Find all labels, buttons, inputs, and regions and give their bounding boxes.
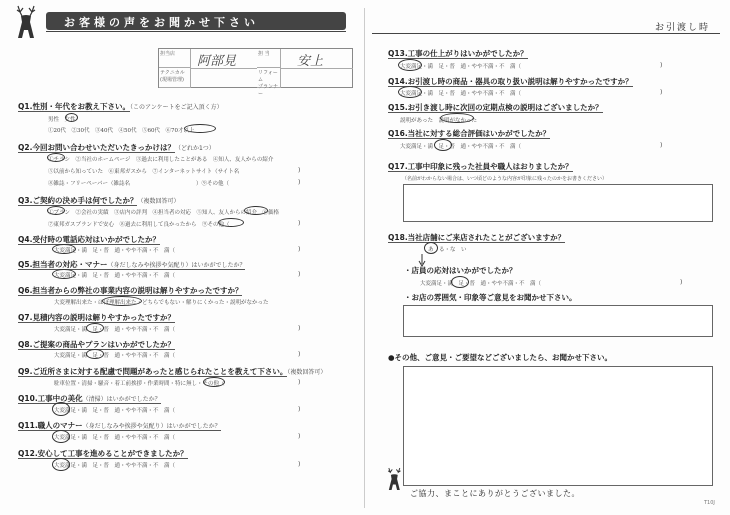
questionnaire-sheet: お客様の声をお聞かせ下さい 担当店 テクニカル (現場管理) 担 当 リフォーム プランナー 阿部見 安上 Q1.性別・年代をお教え下さい。（このアンケートをご記入頂く方） 男性 女性 ①20代 ②30代 ③40代 ④50代 ⑤60代 ⑥70才以上 Q2.今回お問い合わせいただいたきっかけは？（どれか1つ） ①チラシ ②当社のホームページ ③過去に利用したことがある ④知人、友人からの紹介 ⑤以前から知っていた ⑥東邦ガスから ⑦インターネットサイト（サイト名 ⑧雑誌・フリーペーパー（雑誌名 ）⑨その他（ ) ) Q3.ご契約の決め手は何でしたか？（複数回答可） ①プラン ②会社の実績 ③店内の評判 ④担当者の対応 ⑤知人、友人からの紹介 ⑥価格 ⑦東邦ガスブランドで安心 ⑧過去に利用して良かったから ⑨その他（ ) Q4.受付時の電話応対はいかがでしたか？ 大変満足・満 足・普 通・やや不満・不 満（ ) Q5.担当者の対応・マナー（身だしなみや挨拶や気配り）はいかがでしたか？ 大変満足・満 足・普 通・やや不満・不 満（ ) Q6.担当者からの弊社の事業内容の説明は解りやすかったですか？ 大変理解出来た・ほぼ理解出来た・どちらでもない・解りにくかった・説明がなかった Q7.見積内容の説明は解りやすかったですか？ 大変満足・満 足・普 通・やや不満・不 満（ ) Q8.ご提案の商品やプランはいかがでしたか？ 大変満足・満 足・普 通・やや不満・不 満（ ) Q9.ご近所さまに対する配慮で問題があったと感じられたことを教えて下さい。（複数回答可） 駐車位置・清掃・騒音・着工前挨拶・作業時間・特に無し・その他（ ) Q10.工事中の美化（清掃）はいかがでしたか？ 大変満足・満 足・普 通・やや不満・不 満（ ) Q11.職人のマナー（身だしなみや挨拶や気配り）はいかがでしたか？ 大変満足・満 足・普 通・やや不満・不 満（ ) Q12.安心して工事を進めることができましたか？ 大変満足・満 足・普 通・やや不満・不 満（ ) お引渡し時 Q13.工事の仕上がりはいかがでしたか？ 大変満足・満 足・普 通・やや不満・不 満（ ) Q14.お引渡し時の商品・器具の取り扱い説明は解りやすかったですか？ 大変満足・満 足・普 通・やや不満・不 満（ ) Q15.お引き渡し時に次回の定期点検の説明はございましたか？ 説明があった 説明がなかった Q16.当社に対する総合評価はいかがでしたか？ 大変満足・満 足・普 通・やや不満・不 満（ ) Q17.工事中印象に残った社員や職人はおりましたか？ （名前がわからない場合は、いつ頃どのような内容が印象に残ったのかをお書きください） Q18.当社店舗にご来店されたことがございますか？ あ る・な い ・店員の応対はいかがでしたか？ 大変満足・満 足・普 通・やや不満・不 満（ ) ・お店の雰囲気・印象等ご意見をお聞かせ下さい。 ●その他、ご意見・ご要望などございましたら、お聞かせ下さい。 ご協力、まことにありがとうございました。 T10J [0, 0, 730, 515]
question-q11: Q11.職人のマナー（身だしなみや挨拶や気配り）はいかがでしたか？ [18, 421, 221, 430]
question-q13: Q13.工事の仕上がりはいかがでしたか？ [388, 49, 528, 58]
question-store-staff: ・店員の応対はいかがでしたか？ [404, 266, 517, 275]
question-q1: Q1.性別・年代をお教え下さい。（このアンケートをご記入頂く方） [18, 102, 223, 111]
q1-answer-circle [65, 113, 78, 122]
q13-answer-circle [398, 59, 422, 71]
staff-charge-label: 担 当 [257, 49, 281, 68]
question-q3: Q3.ご契約の決め手は何でしたか？（複数回答可） [18, 196, 180, 205]
staff-reform-label: リフォーム プランナー [257, 68, 281, 88]
q1-age-answer-circle [184, 124, 216, 133]
q8-options: 大変満足・満 足・普 通・やや不満・不 満（ [54, 353, 176, 359]
q16-options: 大変満足・満 足・普 通・やや不満・不 満（ [400, 144, 522, 150]
question-store-atmosphere: ・お店の雰囲気・印象等ご意見をお聞かせ下さい。 [404, 293, 577, 302]
q2-options-line1: ①チラシ ②当社のホームページ ③過去に利用したことがある ④知人、友人からの紹介 [48, 157, 274, 163]
q18-options: あ る・な い [428, 247, 467, 253]
q15-answer-circle [440, 113, 474, 123]
q11-answer-circle [52, 430, 70, 443]
question-other: ●その他、ご意見・ご要望などございましたら、お聞かせ下さい。 [388, 353, 613, 362]
q10-answer-circle [52, 402, 70, 416]
q17-instruction: （名前がわからない場合は、いつ頃どのような内容が印象に残ったのかをお書きください） [402, 176, 608, 182]
q11-options: 大変満足・満 足・普 通・やや不満・不 満（ [54, 435, 176, 441]
q3-answer-circle-2 [244, 206, 268, 215]
q2-answer-circle [47, 153, 65, 162]
q12-options: 大変満足・満 足・普 通・やや不満・不 満（ [54, 463, 176, 469]
q7-answer-circle [86, 323, 104, 333]
question-q10: Q10.工事中の美化（清掃）はいかがでしたか？ [18, 394, 161, 403]
q2-options-line2: ⑤以前から知っていた ⑥東邦ガスから ⑦インターネットサイト（サイト名 [48, 169, 240, 175]
q2-options-line3: ⑧雑誌・フリーペーパー（雑誌名 ）⑨その他（ [48, 181, 230, 187]
right-title: お引渡し時 [655, 23, 711, 33]
right-title-underline [372, 33, 720, 34]
store-staff-options: 大変満足・満 足・普 通・やや不満・不 満（ [420, 281, 542, 287]
question-q14: Q14.お引渡し時の商品・器具の取り扱い説明は解りやすかったですか？ [388, 77, 633, 86]
q17-answer-box[interactable] [403, 184, 713, 222]
staff-technical-label: テクニカル (現場管理) [159, 68, 191, 88]
store-atmosphere-answer-box[interactable] [403, 305, 713, 337]
question-q6: Q6.担当者からの弊社の事業内容の説明は解りやすかったですか？ [18, 286, 243, 295]
q3-options-line2: ⑦東邦ガスブランドで安心 ⑧過去に利用して良かったから ⑨その他（ [48, 222, 230, 228]
q6-options: 大変理解出来た・ほぼ理解出来た・どちらでもない・解りにくかった・説明がなかった [54, 300, 269, 306]
page-number: T10J [704, 500, 715, 506]
deer-logo-icon [8, 4, 46, 40]
q12-answer-circle [52, 458, 70, 471]
q9-answer-circle [203, 377, 225, 387]
q8-answer-circle [86, 349, 104, 359]
q13-options: 大変満足・満 足・普 通・やや不満・不 満（ [400, 64, 522, 70]
q10-options: 大変満足・満 足・普 通・やや不満・不 満（ [54, 408, 176, 414]
thanks-message: ご協力、まことにありがとうございました。 [410, 489, 580, 498]
charge-name-handwritten: 安上 [297, 54, 324, 69]
q3-options-line1: ①プラン ②会社の実績 ③店内の評判 ④担当者の対応 ⑤知人、友人からの紹介 ⑥価格 [48, 210, 280, 216]
deer-footer-icon [382, 464, 408, 494]
q5-options: 大変満足・満 足・普 通・やや不満・不 満（ [54, 273, 176, 279]
question-q5: Q5.担当者の対応・マナー（身だしなみや挨拶や気配り）はいかがでしたか？ [18, 260, 246, 269]
q7-options: 大変満足・満 足・普 通・やや不満・不 満（ [54, 327, 176, 333]
question-q9: Q9.ご近所さまに対する配慮で問題があったと感じられたことを教えて下さい。（複数回答可） [18, 367, 327, 376]
q1-age-options: ①20代 ②30代 ③40代 ④50代 ⑤60代 ⑥70才以上 [48, 128, 195, 134]
other-comments-box[interactable] [403, 366, 713, 486]
question-q17: Q17.工事中印象に残った社員や職人はおりましたか？ [388, 162, 573, 171]
question-q7: Q7.見積内容の説明は解りやすかったですか？ [18, 313, 175, 322]
title-underline [46, 31, 346, 32]
question-q2: Q2.今回お問い合わせいただいたきっかけは？（どれか1つ） [18, 143, 215, 152]
page-title-bar [46, 12, 346, 30]
page-divider [364, 8, 365, 508]
question-q8: Q8.ご提案の商品やプランはいかがでしたか？ [18, 340, 175, 349]
q4-options: 大変満足・満 足・普 通・やや不満・不 満（ [54, 248, 176, 254]
q14-options: 大変満足・満 足・普 通・やや不満・不 満（ [400, 91, 522, 97]
q14-answer-circle [398, 86, 422, 98]
q9-options: 駐車位置・清掃・騒音・着工前挨拶・作業時間・特に無し・その他（ [54, 381, 225, 387]
q6-answer-circle [102, 296, 142, 306]
store-staff-answer-circle [451, 276, 469, 288]
question-q15: Q15.お引き渡し時に次回の定期点検の説明はございましたか？ [388, 103, 603, 112]
question-q4: Q4.受付時の電話応対はいかがでしたか？ [18, 235, 160, 244]
q3-answer-circle-3 [218, 218, 244, 227]
q4-answer-circle [52, 244, 76, 254]
question-q18: Q18.当社店舗にご来店されたことがございますか？ [388, 233, 566, 242]
q15-options: 説明があった 説明がなかった [400, 118, 477, 124]
q1-gender-options: 男性 女性 [48, 117, 76, 123]
page-title: お客様の声をお聞かせ下さい [64, 16, 259, 29]
q16-answer-circle [434, 139, 452, 151]
q18-answer-circle [424, 242, 438, 254]
question-q12: Q12.安心して工事を進めることができましたか？ [18, 449, 188, 458]
staff-name-handwritten: 阿部見 [197, 54, 237, 69]
q5-answer-circle [52, 269, 76, 279]
staff-sales-label: 担当店 [159, 49, 191, 68]
q3-answer-circle-1 [47, 206, 65, 215]
question-q16: Q16.当社に対する総合評価はいかがでしたか？ [388, 129, 551, 138]
staff-box [158, 48, 353, 97]
